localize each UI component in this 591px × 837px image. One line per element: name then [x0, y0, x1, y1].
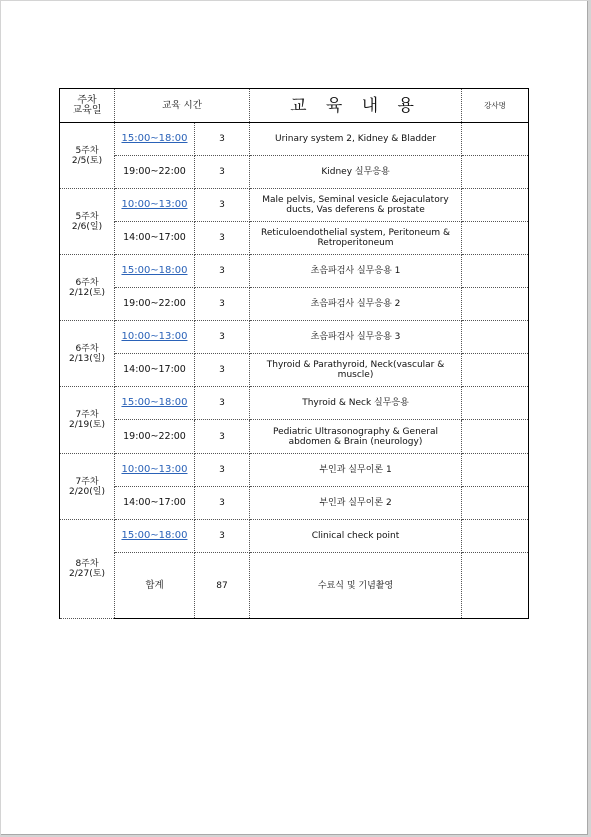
hours-cell: 3 [195, 222, 250, 255]
hours-cell: 3 [195, 487, 250, 520]
content-cell: Clinical check point [250, 520, 462, 553]
time-text: 14:00~17:00 [123, 232, 186, 243]
content-cell: Pediatric Ultrasonography & General abdomen & Brain (neurology) [250, 420, 462, 454]
header-row [60, 89, 529, 123]
table-row [60, 222, 529, 255]
time-link[interactable]: 15:00~18:00 [121, 530, 188, 541]
week-cell [60, 255, 115, 321]
header-content: 교 육 내 용 [250, 89, 462, 123]
hours-cell: 3 [195, 123, 250, 156]
hours-cell: 3 [195, 354, 250, 387]
week-label: 6주차 [75, 277, 99, 288]
content-cell: 초음파검사 실무응용 1 [250, 255, 462, 288]
week-date: 2/27(토) [69, 569, 105, 579]
week-cell [60, 189, 115, 255]
week-label: 5주차 [75, 211, 99, 222]
teacher-cell [462, 354, 529, 387]
hours-cell: 3 [195, 387, 250, 420]
schedule-table [59, 88, 529, 619]
week-date: 2/20(일) [69, 486, 105, 497]
time-text: 19:00~22:00 [123, 298, 186, 309]
table-row [60, 520, 529, 553]
content-cell: Reticuloendothelial system, Peritoneum & Retroperitoneum [250, 222, 462, 255]
week-date: 2/6(일) [71, 221, 103, 232]
hours-cell: 3 [195, 454, 250, 487]
week-cell [60, 123, 115, 189]
total-hours: 87 [195, 553, 250, 619]
content-cell: 부인과 실무이론 1 [250, 454, 462, 487]
table-row [60, 156, 529, 189]
table-row [60, 354, 529, 387]
table-row [60, 288, 529, 321]
content-cell: 부인과 실무이론 2 [250, 487, 462, 520]
document-page [1, 1, 588, 835]
teacher-cell [462, 387, 529, 420]
content-cell: 수료식 및 기념촬영 [250, 553, 462, 619]
header-week-line1: 주차 [77, 94, 97, 106]
table-row [60, 255, 529, 288]
content-cell: 초음파검사 실무응용 2 [250, 288, 462, 321]
total-label: 합계 [145, 579, 164, 591]
week-label: 5주차 [75, 145, 99, 156]
table-row [60, 123, 529, 156]
header-week-line2: 교육일 [72, 104, 102, 116]
hours-cell: 3 [195, 255, 250, 288]
teacher-cell [462, 487, 529, 520]
content-cell: Kidney 실무응용 [250, 156, 462, 189]
teacher-cell [462, 189, 529, 222]
teacher-cell [462, 520, 529, 553]
week-label: 7주차 [75, 410, 99, 420]
table-row [60, 553, 529, 619]
hours-cell: 3 [195, 189, 250, 222]
content-cell: Male pelvis, Seminal vesicle &ejaculatory ducts, Vas deferens & prostate [250, 189, 462, 222]
hours-cell: 3 [195, 321, 250, 354]
hours-cell: 3 [195, 520, 250, 553]
time-link[interactable]: 10:00~13:00 [121, 199, 188, 210]
header-teacher: 강사명 [462, 89, 529, 123]
week-date: 2/19(토) [69, 420, 105, 430]
week-date: 2/5(토) [71, 155, 103, 166]
table-row [60, 387, 529, 420]
teacher-cell [462, 553, 529, 619]
week-label: 6주차 [75, 343, 99, 354]
time-link[interactable]: 15:00~18:00 [121, 133, 188, 144]
week-label: 7주차 [75, 476, 99, 487]
week-cell [60, 321, 115, 387]
teacher-cell [462, 255, 529, 288]
week-cell [60, 454, 115, 520]
table-row [60, 189, 529, 222]
content-cell: 초음파검사 실무응용 3 [250, 321, 462, 354]
time-text: 19:00~22:00 [123, 430, 186, 442]
content-cell: Thyroid & Neck 실무응용 [250, 387, 462, 420]
time-text: 19:00~22:00 [123, 166, 186, 177]
time-link[interactable]: 10:00~13:00 [121, 331, 188, 342]
hours-cell: 3 [195, 420, 250, 454]
teacher-cell [462, 222, 529, 255]
week-date: 2/12(토) [69, 287, 105, 298]
time-text: 14:00~17:00 [123, 497, 186, 508]
teacher-cell [462, 288, 529, 321]
header-week [60, 89, 115, 123]
teacher-cell [462, 420, 529, 454]
table-row [60, 321, 529, 354]
table-row [60, 487, 529, 520]
week-cell [60, 520, 115, 619]
week-cell [60, 387, 115, 454]
table-row [60, 454, 529, 487]
teacher-cell [462, 156, 529, 189]
header-time: 교육 시간 [115, 89, 250, 123]
time-link[interactable]: 10:00~13:00 [121, 464, 188, 475]
time-link[interactable]: 15:00~18:00 [121, 397, 188, 408]
time-text: 14:00~17:00 [123, 364, 186, 375]
week-label: 8주차 [75, 559, 99, 569]
teacher-cell [462, 321, 529, 354]
teacher-cell [462, 123, 529, 156]
table-row [60, 420, 529, 454]
week-date: 2/13(일) [69, 353, 105, 364]
hours-cell: 3 [195, 288, 250, 321]
teacher-cell [462, 454, 529, 487]
content-cell: Thyroid & Parathyroid, Neck(vascular & muscle) [250, 354, 462, 387]
hours-cell: 3 [195, 156, 250, 189]
content-cell: Urinary system 2, Kidney & Bladder [250, 123, 462, 156]
time-link[interactable]: 15:00~18:00 [121, 265, 188, 276]
